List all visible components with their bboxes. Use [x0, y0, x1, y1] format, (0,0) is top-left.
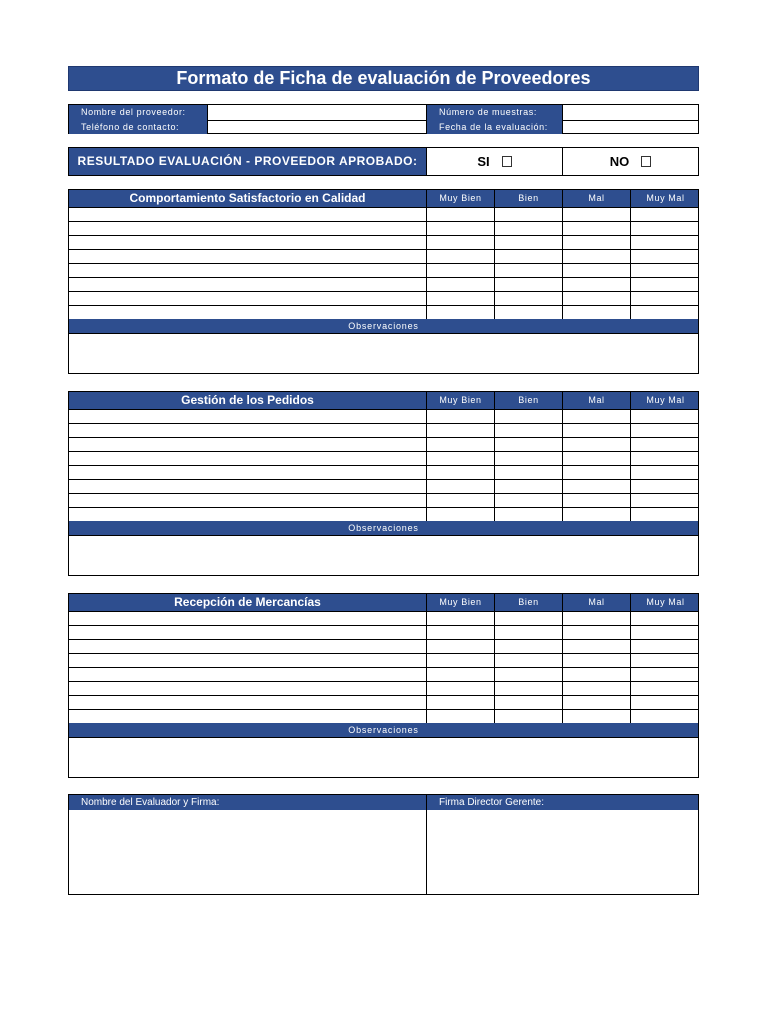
rating-column-header: Mal	[562, 190, 630, 207]
rating-cell[interactable]	[426, 278, 494, 291]
evaluation-row	[69, 305, 698, 319]
section-title: Comportamiento Satisfactorio en Calidad	[129, 191, 366, 205]
supplier-info-table	[68, 104, 699, 134]
criterion-cell[interactable]	[69, 696, 426, 709]
criterion-cell[interactable]	[69, 682, 426, 695]
rating-column-header: Bien	[494, 190, 562, 207]
rating-cell[interactable]	[630, 452, 700, 465]
rating-cell[interactable]	[426, 508, 494, 521]
rating-cell[interactable]	[494, 696, 562, 709]
contact-phone-label: Teléfono de contacto:	[69, 120, 207, 134]
criterion-cell[interactable]	[69, 236, 426, 249]
criterion-cell[interactable]	[69, 654, 426, 667]
supplier-info-row-2	[69, 120, 698, 134]
rating-cell[interactable]	[630, 696, 700, 709]
rating-cell[interactable]	[426, 626, 494, 639]
rating-cell[interactable]	[494, 668, 562, 681]
rating-cell[interactable]	[426, 292, 494, 305]
rating-cell[interactable]	[630, 710, 700, 723]
evaluation-row	[69, 423, 698, 437]
rating-cell[interactable]	[562, 668, 630, 681]
rating-cell[interactable]	[494, 410, 562, 423]
criterion-cell[interactable]	[69, 292, 426, 305]
rating-cell[interactable]	[562, 410, 630, 423]
rating-cell[interactable]	[562, 222, 630, 235]
evaluator-signature-label: Nombre del Evaluador y Firma:	[69, 795, 426, 810]
rating-cell[interactable]	[494, 710, 562, 723]
rating-cell[interactable]	[426, 480, 494, 493]
section-title: Recepción de Mercancías	[174, 595, 321, 609]
evaluation-row	[69, 291, 698, 305]
rating-cell[interactable]	[562, 612, 630, 625]
evaluation-row	[69, 277, 698, 291]
rating-cell[interactable]	[494, 626, 562, 639]
rating-cell[interactable]	[630, 480, 700, 493]
approved-yes-option[interactable]	[426, 148, 562, 175]
criterion-cell[interactable]	[69, 626, 426, 639]
rating-cell[interactable]	[494, 612, 562, 625]
rating-cell[interactable]	[494, 480, 562, 493]
rating-cell[interactable]	[426, 612, 494, 625]
rating-cell[interactable]	[426, 696, 494, 709]
evaluation-row	[69, 625, 698, 639]
evaluation-row	[69, 207, 698, 221]
evaluation-row	[69, 479, 698, 493]
rating-column-header: Muy Bien	[426, 594, 494, 611]
criterion-cell[interactable]	[69, 438, 426, 451]
rating-cell[interactable]	[426, 452, 494, 465]
rating-cell[interactable]	[630, 640, 700, 653]
observations-field[interactable]	[69, 737, 698, 777]
rating-column-header: Bien	[494, 594, 562, 611]
criterion-cell[interactable]	[69, 668, 426, 681]
provider-name-field[interactable]	[207, 105, 426, 120]
criterion-cell[interactable]	[69, 452, 426, 465]
rating-cell[interactable]	[630, 438, 700, 451]
rating-column-header: Muy Mal	[630, 190, 700, 207]
evaluation-row	[69, 667, 698, 681]
rating-cell[interactable]	[426, 466, 494, 479]
rating-cell[interactable]	[494, 452, 562, 465]
rating-cell[interactable]	[562, 640, 630, 653]
rating-cell[interactable]	[630, 424, 700, 437]
evaluation-date-label: Fecha de la evaluación:	[426, 120, 562, 134]
evaluation-row	[69, 507, 698, 521]
rating-cell[interactable]	[562, 208, 630, 221]
signature-block	[68, 794, 699, 895]
evaluator-signature-area[interactable]	[69, 810, 426, 894]
observations-header: Observaciones	[69, 319, 698, 333]
provider-name-label: Nombre del proveedor:	[69, 105, 207, 120]
rating-cell[interactable]	[562, 278, 630, 291]
evaluation-row	[69, 653, 698, 667]
observations-header: Observaciones	[69, 521, 698, 535]
rating-cell[interactable]	[494, 278, 562, 291]
rating-cell[interactable]	[562, 466, 630, 479]
rating-cell[interactable]	[562, 654, 630, 667]
evaluation-row	[69, 639, 698, 653]
director-signature-label: Firma Director Gerente:	[426, 795, 698, 810]
evaluation-row	[69, 221, 698, 235]
evaluation-row	[69, 409, 698, 423]
evaluation-row	[69, 249, 698, 263]
evaluation-row	[69, 493, 698, 507]
rating-cell[interactable]	[426, 306, 494, 319]
rating-cell[interactable]	[494, 264, 562, 277]
director-signature-area[interactable]	[427, 810, 698, 894]
yes-checkbox[interactable]	[502, 156, 512, 167]
evaluation-row	[69, 709, 698, 723]
rating-column-header: Mal	[562, 594, 630, 611]
form-title: Formato de Ficha de evaluación de Proveedores	[68, 66, 699, 91]
evaluation-row	[69, 263, 698, 277]
no-checkbox[interactable]	[641, 156, 651, 167]
evaluation-section	[68, 593, 699, 778]
rating-cell[interactable]	[494, 208, 562, 221]
criterion-cell[interactable]	[69, 424, 426, 437]
rating-cell[interactable]	[494, 438, 562, 451]
rating-cell[interactable]	[630, 494, 700, 507]
rating-cell[interactable]	[426, 236, 494, 249]
rating-cell[interactable]	[630, 682, 700, 695]
rating-cell[interactable]	[630, 208, 700, 221]
no-label: NO	[609, 154, 630, 169]
observations-header: Observaciones	[69, 723, 698, 737]
contact-phone-field[interactable]	[207, 120, 426, 134]
rating-cell[interactable]	[426, 438, 494, 451]
criterion-cell[interactable]	[69, 612, 426, 625]
rating-cell[interactable]	[562, 626, 630, 639]
rating-cell[interactable]	[630, 250, 700, 263]
section-title: Gestión de los Pedidos	[181, 393, 314, 407]
criterion-cell[interactable]	[69, 508, 426, 521]
criterion-cell[interactable]	[69, 640, 426, 653]
rating-cell[interactable]	[426, 494, 494, 507]
rating-cell[interactable]	[494, 682, 562, 695]
evaluation-row	[69, 681, 698, 695]
rating-cell[interactable]	[562, 292, 630, 305]
rating-cell[interactable]	[426, 410, 494, 423]
criterion-cell[interactable]	[69, 208, 426, 221]
rating-cell[interactable]	[426, 222, 494, 235]
rating-column-header: Muy Bien	[426, 392, 494, 409]
rating-cell[interactable]	[630, 654, 700, 667]
rating-cell[interactable]	[562, 264, 630, 277]
rating-cell[interactable]	[562, 236, 630, 249]
evaluation-date-field[interactable]	[562, 120, 698, 134]
rating-cell[interactable]	[630, 466, 700, 479]
rating-cell[interactable]	[494, 508, 562, 521]
rating-cell[interactable]	[426, 264, 494, 277]
observations-field[interactable]	[69, 333, 698, 373]
rating-cell[interactable]	[630, 222, 700, 235]
rating-cell[interactable]	[426, 640, 494, 653]
evaluation-row	[69, 451, 698, 465]
rating-cell[interactable]	[426, 668, 494, 681]
criterion-cell[interactable]	[69, 410, 426, 423]
rating-column-header: Muy Bien	[426, 190, 494, 207]
rating-cell[interactable]	[630, 264, 700, 277]
criterion-cell[interactable]	[69, 306, 426, 319]
rating-column-header: Muy Mal	[630, 392, 700, 409]
evaluation-row	[69, 235, 698, 249]
evaluation-row	[69, 611, 698, 625]
rating-cell[interactable]	[562, 306, 630, 319]
evaluation-row	[69, 695, 698, 709]
rating-cell[interactable]	[562, 250, 630, 263]
criterion-cell[interactable]	[69, 466, 426, 479]
section-header	[69, 190, 698, 207]
evaluation-result	[68, 147, 699, 176]
rating-cell[interactable]	[630, 236, 700, 249]
section-header	[69, 392, 698, 409]
rating-cell[interactable]	[426, 654, 494, 667]
rating-cell[interactable]	[630, 410, 700, 423]
rating-cell[interactable]	[494, 292, 562, 305]
rating-cell[interactable]	[630, 626, 700, 639]
supplier-info-row-1	[69, 105, 698, 121]
criterion-cell[interactable]	[69, 250, 426, 263]
rating-column-header: Mal	[562, 392, 630, 409]
rating-cell[interactable]	[426, 208, 494, 221]
rating-cell[interactable]	[426, 424, 494, 437]
rating-column-header: Bien	[494, 392, 562, 409]
rating-cell[interactable]	[562, 710, 630, 723]
rating-cell[interactable]	[426, 250, 494, 263]
criterion-cell[interactable]	[69, 710, 426, 723]
rating-cell[interactable]	[426, 710, 494, 723]
rating-cell[interactable]	[630, 508, 700, 521]
rating-cell[interactable]	[494, 222, 562, 235]
rating-cell[interactable]	[630, 278, 700, 291]
rating-cell[interactable]	[494, 494, 562, 507]
observations-field[interactable]	[69, 535, 698, 575]
approved-no-option[interactable]	[562, 148, 698, 175]
rating-cell[interactable]	[494, 306, 562, 319]
rating-cell[interactable]	[494, 654, 562, 667]
rating-cell[interactable]	[630, 306, 700, 319]
evaluation-row	[69, 465, 698, 479]
rating-cell[interactable]	[562, 480, 630, 493]
evaluation-section	[68, 391, 699, 576]
rating-cell[interactable]	[494, 466, 562, 479]
rating-cell[interactable]	[562, 494, 630, 507]
evaluation-section	[68, 189, 699, 374]
rating-cell[interactable]	[494, 236, 562, 249]
rating-cell[interactable]	[630, 292, 700, 305]
section-header	[69, 594, 698, 611]
rating-cell[interactable]	[630, 668, 700, 681]
rating-cell[interactable]	[426, 682, 494, 695]
rating-cell[interactable]	[562, 438, 630, 451]
criterion-cell[interactable]	[69, 494, 426, 507]
rating-cell[interactable]	[562, 452, 630, 465]
rating-cell[interactable]	[630, 612, 700, 625]
sample-count-field[interactable]	[562, 105, 698, 120]
result-label: RESULTADO EVALUACIÓN - PROVEEDOR APROBADO:	[69, 148, 426, 175]
evaluation-row	[69, 437, 698, 451]
rating-cell[interactable]	[494, 640, 562, 653]
criterion-cell[interactable]	[69, 480, 426, 493]
rating-cell[interactable]	[562, 508, 630, 521]
criterion-cell[interactable]	[69, 264, 426, 277]
criterion-cell[interactable]	[69, 222, 426, 235]
rating-cell[interactable]	[562, 424, 630, 437]
rating-cell[interactable]	[562, 682, 630, 695]
rating-column-header: Muy Mal	[630, 594, 700, 611]
rating-cell[interactable]	[494, 424, 562, 437]
rating-cell[interactable]	[562, 696, 630, 709]
yes-label: SI	[477, 154, 490, 169]
sample-count-label: Número de muestras:	[426, 105, 562, 120]
rating-cell[interactable]	[494, 250, 562, 263]
criterion-cell[interactable]	[69, 278, 426, 291]
